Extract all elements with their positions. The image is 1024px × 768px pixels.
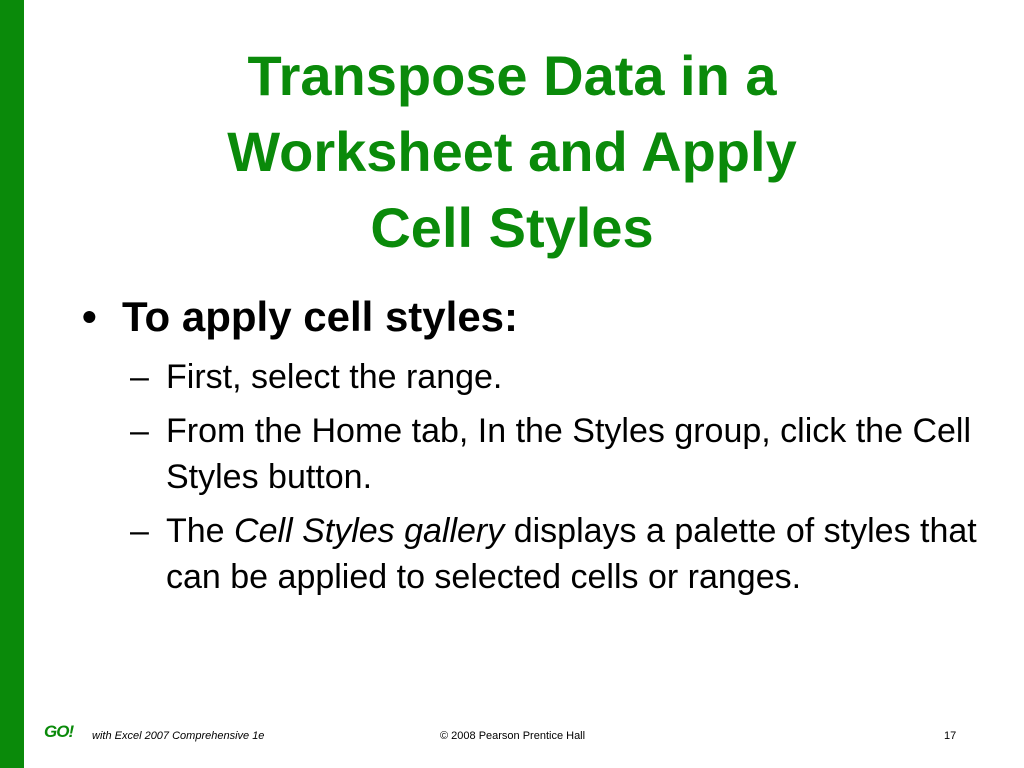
- footer-copyright: © 2008 Pearson Prentice Hall: [440, 730, 586, 742]
- sub-item-home-tab: [82, 408, 982, 500]
- left-accent-bar: [0, 0, 24, 768]
- title-line-2: Worksheet and Apply: [227, 120, 797, 183]
- sub-item-dash: –: [130, 358, 149, 396]
- footer-course-title: with Excel 2007 Comprehensive 1e: [92, 730, 265, 742]
- sub-item-prefix: The: [166, 512, 235, 550]
- slide-title: [40, 38, 984, 266]
- sub-item-gallery: [82, 508, 982, 600]
- sub-item-emphasis: Cell Styles gallery: [234, 512, 505, 550]
- slide-footer: [0, 722, 1024, 752]
- bullet-item: [82, 288, 982, 346]
- sub-item-text: First, select the range.: [166, 358, 503, 396]
- title-line-3: Cell Styles: [370, 196, 654, 259]
- sub-item-text: From the Home tab, In the Styles group, click the Cell Styles button.: [166, 412, 972, 496]
- go-logo: GO!: [44, 722, 74, 741]
- sub-item-dash: –: [130, 512, 149, 550]
- title-line-1: Transpose Data in a: [247, 44, 777, 107]
- sub-item-select-range: [82, 354, 982, 400]
- bullet-text: To apply cell styles:: [122, 293, 519, 340]
- sub-item-suffix: displays a palette of styles that can be applied to selected cells or ranges.: [166, 512, 977, 596]
- page-number: 17: [944, 730, 957, 742]
- bullet-marker: •: [82, 293, 97, 340]
- slide-content: [82, 288, 982, 600]
- sub-item-dash: –: [130, 412, 149, 450]
